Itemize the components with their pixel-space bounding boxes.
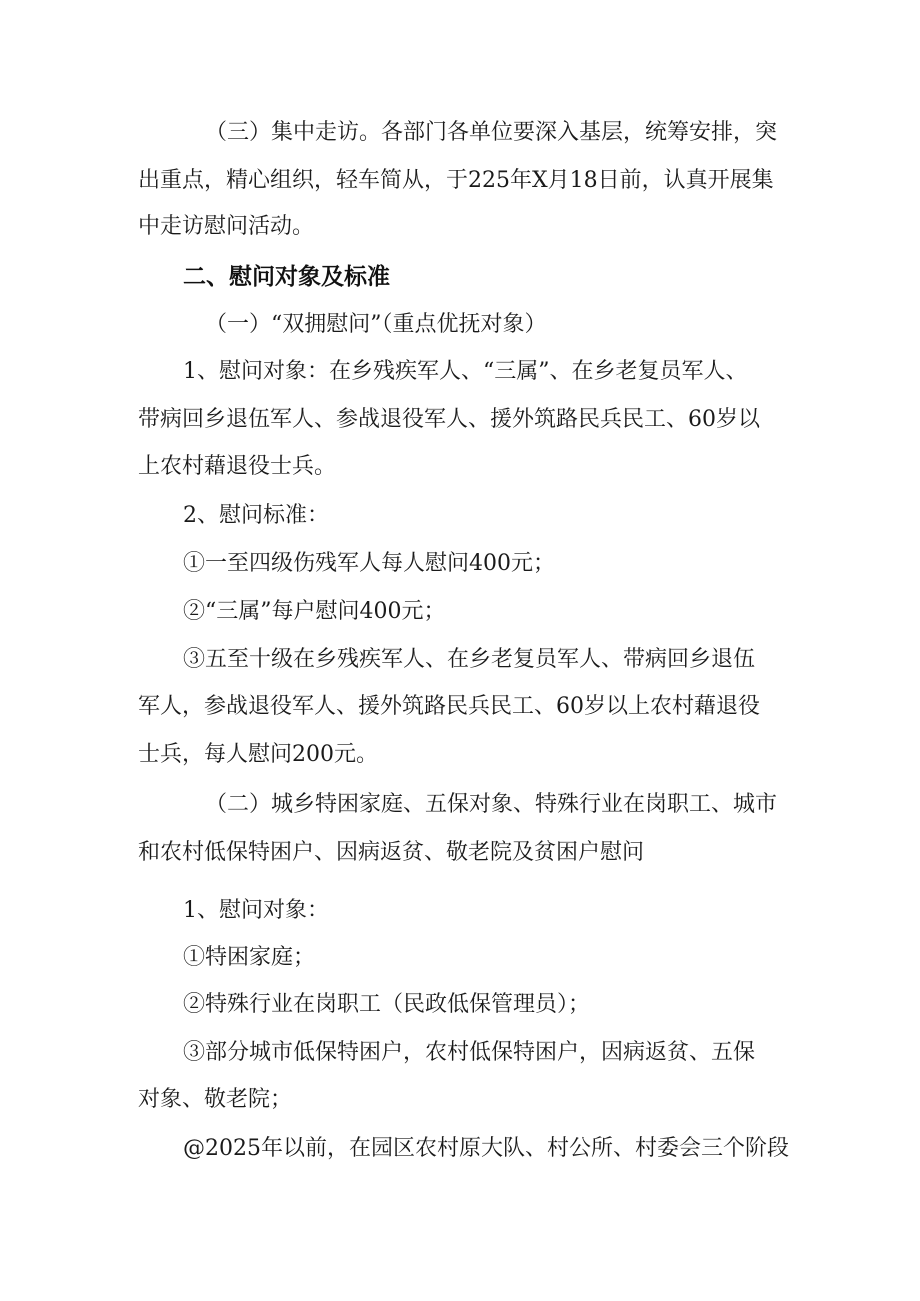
paragraph-line: 1、慰问对象：在乡残疾军人、“三属”、在乡老复员军人、	[183, 359, 748, 384]
list-item: @2025年以前，在园区农村原大队、村公所、村委会三个阶段	[183, 1136, 789, 1161]
list-item: ③五至十级在乡残疾军人、在乡老复员军人、带病回乡退伍	[183, 647, 756, 672]
section-heading: 二、慰问对象及标准	[183, 264, 390, 290]
paragraph-line: 对象、敬老院；	[138, 1087, 293, 1112]
list-item: ①一至四级伤残军人每人慰问400元；	[183, 551, 555, 576]
paragraph-line: 出重点，精心组织，轻车简从，于225年X月18日前，认真开展集	[138, 168, 774, 193]
list-item: ③部分城市低保特困户，农村低保特困户，因病返贫、五保	[183, 1040, 756, 1065]
paragraph-line: （三）集中走访。各部门各单位要深入基层，统筹安排，突	[205, 120, 778, 145]
paragraph-line: 上农村藉退役士兵。	[138, 454, 337, 479]
subsection-heading: （二）城乡特困家庭、五保对象、特殊行业在岗职工、城市	[205, 792, 778, 817]
paragraph-line: 士兵，每人慰问200元。	[138, 742, 378, 767]
paragraph-line: 带病回乡退伍军人、参战退役军人、援外筑路民兵民工、60岁以	[138, 407, 760, 432]
list-item: ②“三属”每户慰问400元；	[183, 599, 446, 624]
paragraph-line: 2、慰问标准：	[183, 503, 329, 528]
paragraph-line: 军人，参战退役军人、援外筑路民兵民工、60岁以上农村藉退役	[138, 694, 760, 719]
paragraph-line: 中走访慰问活动。	[138, 214, 315, 239]
subsection-heading: （一）“双拥慰问”（重点优抚对象）	[205, 312, 547, 337]
paragraph-line: 和农村低保特困户、因病返贫、敬老院及贫困户慰问	[138, 840, 645, 865]
list-item: ②特殊行业在岗职工（民政低保管理员）；	[183, 992, 591, 1017]
list-item: ①特困家庭；	[183, 945, 316, 970]
paragraph-line: 1、慰问对象：	[183, 898, 329, 923]
